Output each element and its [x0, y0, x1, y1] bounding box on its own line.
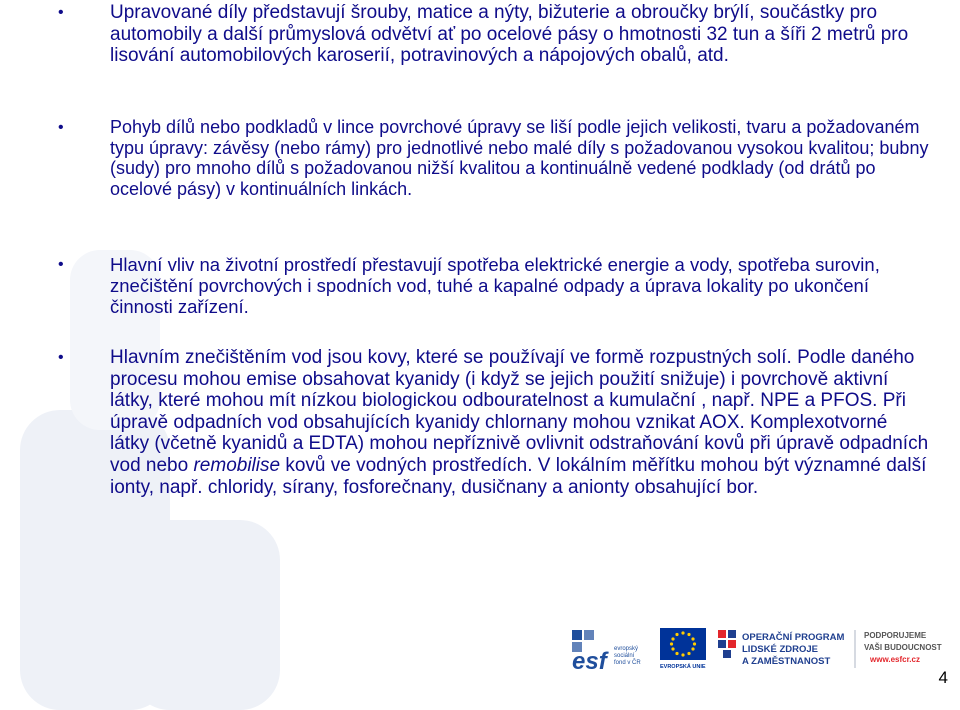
- eu-flag-logo: [660, 628, 706, 670]
- bullet-3: •: [58, 256, 64, 273]
- bullet-4: •: [58, 349, 64, 366]
- esf-text-3: fond v ČR: [614, 660, 641, 666]
- support-url: www.esfcr.cz: [870, 655, 920, 664]
- page-number: 4: [938, 668, 948, 687]
- bullet-1: •: [58, 4, 64, 21]
- paragraph-4-part-c: kovů ve vodných prostředích. V lokálním měřítku mohou být významné další ionty, např. chloridy, sírany, fosforečnany, dusičnany a anionty obsahující bor.: [110, 454, 927, 498]
- paragraph-4-part-a: Hlavním znečištěním vod jsou kovy, které se používají ve formě rozpustných solí. Podle daného procesu mohou emise obsahovat kyanidy (i když se jejich použití snižuje) i povrchově aktivní látky, které mohou mít nízkou biologickou odbouratelnost a kumulační , např. NPE a PFOS. Při úpravě odpadních vod obsahujících kyanidy chlornany mohou vznikat AOX. Komplexotvorné látky (včetně kyanidů a EDTA) mohou nepříznivě ovlivnit odstraňování kovů při úpravě odpadních vod nebo: [110, 347, 929, 476]
- paragraph-4: [110, 347, 930, 498]
- bullet-2: •: [58, 119, 64, 136]
- esf-text-2: sociální: [614, 653, 635, 659]
- op-text-1: OPERAČNÍ PROGRAM: [742, 632, 845, 643]
- support-text-2: VAŠI BUDOUCNOST: [864, 643, 942, 652]
- op-text-3: A ZAMĚSTNANOST: [742, 656, 831, 667]
- paragraph-1: Upravované díly představují šrouby, matice a nýty, bižuterie a obroučky brýlí, součástky pro automobily a další průmyslová odvětví ať po ocelové pásy o hmotnosti 32 tun a šíři 2 metrů pro lisování automobilových karoserií, potravinových a nápojových obalů, atd.: [110, 2, 909, 66]
- support-block: [864, 631, 942, 664]
- op-text-2: LIDSKÉ ZDROJE: [742, 644, 819, 655]
- eu-text: EVROPSKÁ UNIE: [660, 664, 706, 670]
- esf-logo: [572, 630, 641, 674]
- paragraph-3: Hlavní vliv na životní prostředí přestavují spotřeba elektrické energie a vody, spotřeba surovin, znečištění povrchových i spodních vod, tuhé a kapalné odpady a úprava lokality po ukončení činnosti zařízení.: [110, 254, 880, 318]
- paragraph-2: Pohyb dílů nebo podkladů v lince povrchové úpravy se liší podle jejich velikosti, tvaru a požadovaném typu úpravy: závěsy (nebo rámy) pro jednotlivé nebo malé díly s požadovanou vysokou kvalitou; bubny (sudy) pro mnoho dílů s požadovanou nižší kvalitou a kontinuálně vedené podklady (od drátů po ocelové pásy) v kontinuálních linkách.: [110, 117, 929, 199]
- esf-text-1: evropský: [614, 646, 639, 652]
- op-lzz-logo: [718, 630, 844, 667]
- esf-mark: esf: [572, 648, 607, 674]
- paragraph-4-italic-term: remobilise: [193, 454, 281, 476]
- support-text-1: PODPORUJEME: [864, 631, 927, 640]
- funding-logos: [568, 624, 960, 674]
